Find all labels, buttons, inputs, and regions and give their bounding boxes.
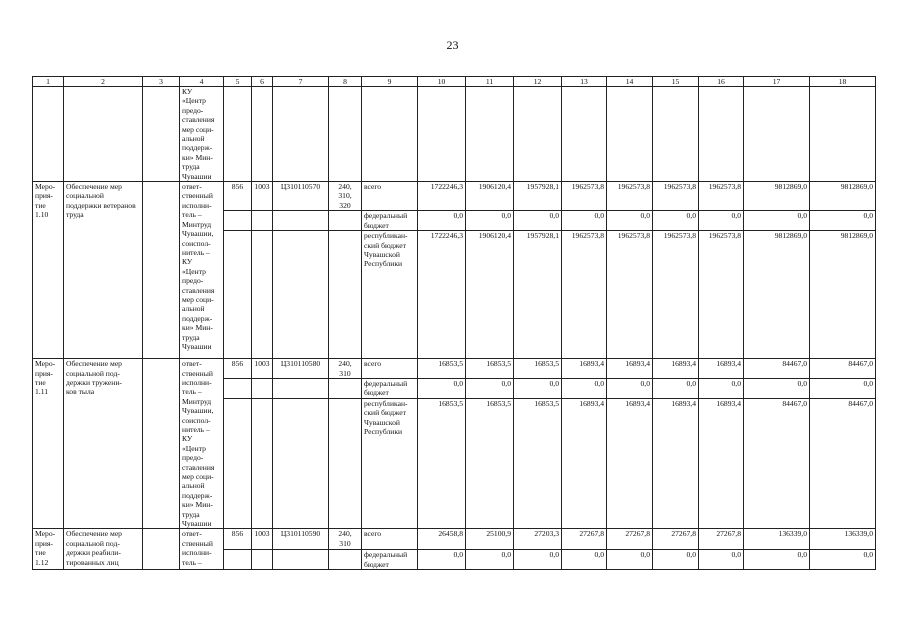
column-number-5: 5	[224, 77, 252, 87]
expense-type-cell: 240, 310, 320	[329, 182, 362, 211]
funding-source-cell: всего	[362, 529, 418, 550]
value-cell: 16893,4	[653, 359, 699, 379]
value-cell: 1962573,8	[607, 182, 653, 211]
value-cell: 16893,4	[562, 398, 607, 529]
rzpr-code-cell: 1003	[252, 359, 273, 379]
empty-cell	[143, 87, 180, 182]
event-code-cell: Меро- прия- тие 1.12	[33, 529, 64, 570]
funding-source-cell: всего	[362, 182, 418, 211]
event-name-cell: Обеспечение мер социальной под- держки реабили- тированных лиц	[64, 529, 143, 570]
value-cell: 27267,8	[699, 529, 744, 550]
value-cell: 16893,4	[607, 398, 653, 529]
value-cell: 16853,5	[418, 359, 466, 379]
expense-type-cell: 240, 310	[329, 359, 362, 379]
empty-cell	[653, 87, 699, 182]
page-number: 23	[446, 38, 459, 52]
column-number-14: 14	[607, 77, 653, 87]
grbs-code-cell: 856	[224, 182, 252, 211]
value-cell: 1957928,1	[514, 231, 562, 359]
value-cell: 0,0	[562, 550, 607, 570]
empty-code-cell	[252, 550, 273, 570]
column-number-2: 2	[64, 77, 143, 87]
funding-source-cell: всего	[362, 359, 418, 379]
empty-cell	[64, 87, 143, 182]
value-cell: 84467,0	[744, 359, 810, 379]
empty-cell	[224, 87, 252, 182]
value-cell: 1957928,1	[514, 182, 562, 211]
column-number-row	[33, 77, 876, 87]
value-cell: 1962573,8	[699, 231, 744, 359]
value-cell: 1906120,4	[466, 231, 514, 359]
event-name-cell: Обеспечение мер социальной под- держки тружени- ков тыла	[64, 359, 143, 529]
value-cell: 1962573,8	[607, 231, 653, 359]
value-cell: 0,0	[810, 211, 876, 231]
empty-cell	[466, 87, 514, 182]
value-cell: 1962573,8	[699, 182, 744, 211]
column-number-10: 10	[418, 77, 466, 87]
value-cell: 1722246,3	[418, 231, 466, 359]
target-article-cell: Ц310110570	[273, 182, 329, 211]
empty-cell	[329, 87, 362, 182]
value-cell: 26458,8	[418, 529, 466, 550]
value-cell: 16893,4	[562, 359, 607, 379]
empty-code-cell	[252, 211, 273, 231]
value-cell: 0,0	[744, 211, 810, 231]
table-row	[33, 359, 876, 379]
value-cell: 0,0	[744, 550, 810, 570]
column-number-12: 12	[514, 77, 562, 87]
empty-cell	[252, 87, 273, 182]
empty-code-cell	[273, 378, 329, 398]
value-cell: 136339,0	[810, 529, 876, 550]
empty-cell	[699, 87, 744, 182]
empty-cell	[362, 87, 418, 182]
table-row	[33, 529, 876, 550]
empty-code-cell	[329, 378, 362, 398]
value-cell: 27267,8	[653, 529, 699, 550]
empty-code-cell	[273, 211, 329, 231]
value-cell: 0,0	[607, 378, 653, 398]
event-name-cell: Обеспечение мер социальной поддержки ветеранов труда	[64, 182, 143, 359]
value-cell: 1906120,4	[466, 182, 514, 211]
value-cell: 1962573,8	[562, 231, 607, 359]
value-cell: 0,0	[514, 378, 562, 398]
value-cell: 0,0	[653, 211, 699, 231]
column-number-3: 3	[143, 77, 180, 87]
column-number-11: 11	[466, 77, 514, 87]
empty-cell	[418, 87, 466, 182]
value-cell: 9812869,0	[744, 182, 810, 211]
value-cell: 1962573,8	[653, 182, 699, 211]
value-cell: 0,0	[810, 550, 876, 570]
event-code-cell: Меро- прия- тие 1.10	[33, 182, 64, 359]
empty-code-cell	[252, 231, 273, 359]
value-cell: 1722246,3	[418, 182, 466, 211]
value-cell: 27267,8	[562, 529, 607, 550]
column-number-1: 1	[33, 77, 64, 87]
empty-cell	[810, 87, 876, 182]
empty-cell	[562, 87, 607, 182]
column-number-4: 4	[180, 77, 224, 87]
expense-type-cell: 240, 310	[329, 529, 362, 550]
empty-cell	[607, 87, 653, 182]
column-number-18: 18	[810, 77, 876, 87]
value-cell: 27267,8	[607, 529, 653, 550]
target-article-cell: Ц310110590	[273, 529, 329, 550]
value-cell: 0,0	[514, 550, 562, 570]
value-cell: 84467,0	[810, 359, 876, 379]
column-number-6: 6	[252, 77, 273, 87]
participant-cell	[143, 529, 180, 570]
column-number-13: 13	[562, 77, 607, 87]
value-cell: 9812869,0	[744, 231, 810, 359]
value-cell: 0,0	[607, 211, 653, 231]
executor-cell: ответ- ственный исполни- тель – Минтруд Чувашии, соиспол- нитель – КУ «Центр предо- ставления мер соци- альной поддерж- ки» Мин- труда Чувашии	[180, 182, 224, 359]
value-cell: 16853,5	[418, 398, 466, 529]
value-cell: 1962573,8	[562, 182, 607, 211]
value-cell: 16893,4	[607, 359, 653, 379]
value-cell: 27203,3	[514, 529, 562, 550]
value-cell: 0,0	[466, 550, 514, 570]
target-article-cell: Ц310110580	[273, 359, 329, 379]
value-cell: 25100,9	[466, 529, 514, 550]
empty-cell	[744, 87, 810, 182]
value-cell: 9812869,0	[810, 182, 876, 211]
value-cell: 1962573,8	[653, 231, 699, 359]
empty-code-cell	[224, 211, 252, 231]
participant-cell	[143, 182, 180, 359]
executor-cell: ответ- ственный исполни- тель – Минтруд Чувашии, соиспол- нитель – КУ «Центр предо- ставления мер соци- альной поддерж- ки» Мин- труда Чувашии	[180, 359, 224, 529]
value-cell: 16853,5	[466, 359, 514, 379]
value-cell: 0,0	[514, 211, 562, 231]
empty-code-cell	[252, 378, 273, 398]
value-cell: 0,0	[466, 378, 514, 398]
value-cell: 0,0	[562, 211, 607, 231]
empty-code-cell	[329, 398, 362, 529]
empty-code-cell	[329, 550, 362, 570]
empty-code-cell	[273, 550, 329, 570]
funding-source-cell: федеральный бюджет	[362, 378, 418, 398]
value-cell: 9812869,0	[810, 231, 876, 359]
empty-code-cell	[329, 231, 362, 359]
column-number-17: 17	[744, 77, 810, 87]
value-cell: 16853,5	[514, 359, 562, 379]
empty-code-cell	[273, 398, 329, 529]
value-cell: 0,0	[418, 378, 466, 398]
column-number-15: 15	[653, 77, 699, 87]
value-cell: 136339,0	[744, 529, 810, 550]
event-code-cell: Меро- прия- тие 1.11	[33, 359, 64, 529]
table-row	[33, 182, 876, 211]
empty-cell	[273, 87, 329, 182]
value-cell: 84467,0	[810, 398, 876, 529]
empty-code-cell	[224, 550, 252, 570]
funding-source-cell: республикан- ский бюджет Чувашской Республики	[362, 231, 418, 359]
empty-code-cell	[252, 398, 273, 529]
rzpr-code-cell: 1003	[252, 529, 273, 550]
value-cell: 0,0	[418, 550, 466, 570]
value-cell: 0,0	[653, 550, 699, 570]
continuation-executor-cell: КУ «Центр предо- ставления мер соци- альной поддерж- ки» Мин- труда Чувашии	[180, 87, 224, 182]
grbs-code-cell: 856	[224, 529, 252, 550]
column-number-8: 8	[329, 77, 362, 87]
budget-table	[32, 76, 876, 570]
value-cell: 0,0	[810, 378, 876, 398]
participant-cell	[143, 359, 180, 529]
value-cell: 0,0	[744, 378, 810, 398]
rzpr-code-cell: 1003	[252, 182, 273, 211]
continuation-row	[33, 87, 876, 182]
funding-source-cell: федеральный бюджет	[362, 550, 418, 570]
empty-code-cell	[224, 378, 252, 398]
value-cell: 0,0	[562, 378, 607, 398]
value-cell: 84467,0	[744, 398, 810, 529]
funding-source-cell: республикан- ский бюджет Чувашской Республики	[362, 398, 418, 529]
value-cell: 0,0	[466, 211, 514, 231]
column-number-9: 9	[362, 77, 418, 87]
empty-cell	[514, 87, 562, 182]
empty-code-cell	[224, 398, 252, 529]
funding-source-cell: федеральный бюджет	[362, 211, 418, 231]
value-cell: 16893,4	[699, 359, 744, 379]
grbs-code-cell: 856	[224, 359, 252, 379]
empty-cell	[33, 87, 64, 182]
value-cell: 0,0	[607, 550, 653, 570]
value-cell: 16893,4	[699, 398, 744, 529]
table-body	[33, 77, 876, 570]
value-cell: 0,0	[699, 550, 744, 570]
executor-cell: ответ- ственный исполни- тель –	[180, 529, 224, 570]
value-cell: 16893,4	[653, 398, 699, 529]
value-cell: 0,0	[699, 211, 744, 231]
value-cell: 0,0	[699, 378, 744, 398]
column-number-16: 16	[699, 77, 744, 87]
empty-code-cell	[273, 231, 329, 359]
value-cell: 16853,5	[514, 398, 562, 529]
value-cell: 0,0	[653, 378, 699, 398]
value-cell: 0,0	[418, 211, 466, 231]
column-number-7: 7	[273, 77, 329, 87]
empty-code-cell	[224, 231, 252, 359]
empty-code-cell	[329, 211, 362, 231]
value-cell: 16853,5	[466, 398, 514, 529]
